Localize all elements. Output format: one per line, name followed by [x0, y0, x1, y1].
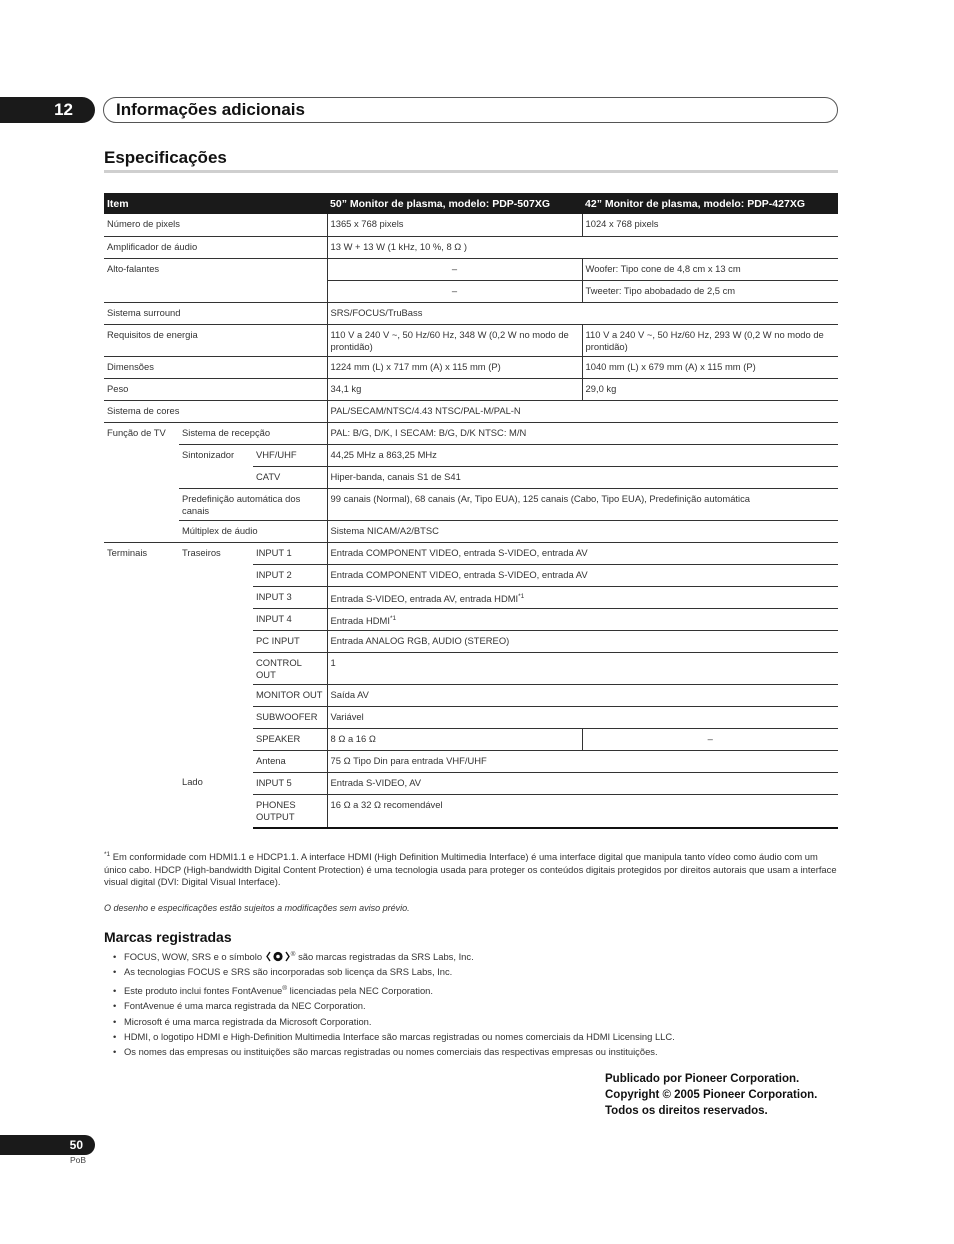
bullet: • — [113, 1000, 117, 1012]
table-row — [104, 422, 838, 444]
cell-value: SRS/FOCUS/TruBass — [327, 302, 838, 324]
list-item — [113, 1029, 833, 1044]
row-label: Terminais — [107, 546, 148, 558]
section-divider — [104, 170, 838, 173]
terminal-label: PHONES OUTPUT — [253, 794, 327, 828]
bullet: • — [113, 1030, 117, 1042]
footnote-ref: *1 — [518, 592, 525, 600]
list-item-text: Este produto inclui fontes FontAvenue — [124, 984, 283, 996]
footnote — [104, 851, 838, 889]
cell-value: 16 Ω a 32 Ω recomendável — [327, 794, 838, 828]
row-sublabel: Sintonizador — [179, 444, 253, 488]
header-item: Item — [104, 193, 327, 214]
bullet: • — [113, 1046, 117, 1058]
row-sublabel: CATV — [253, 466, 327, 488]
cell-value: 99 canais (Normal), 68 canais (Ar, Tipo EUA), 125 canais (Cabo, Tipo EUA), Predefinição automática — [327, 488, 838, 520]
cell-value: Hiper-banda, canais S1 de S41 — [327, 466, 838, 488]
registered-mark: ® — [282, 984, 288, 992]
cell-value: 1024 x 768 pixels — [582, 214, 838, 236]
trademarks-list — [113, 949, 833, 1060]
table-row — [104, 302, 838, 324]
terminal-label: INPUT 4 — [253, 608, 327, 630]
table-row — [104, 378, 838, 400]
publisher-line: Publicado por Pioneer Corporation. — [605, 1073, 800, 1085]
list-item-text: As tecnologias FOCUS e SRS são incorporadas sob licença da SRS Labs, Inc. — [124, 966, 453, 978]
cell-value: 1224 mm (L) x 717 mm (A) x 115 mm (P) — [327, 356, 582, 378]
list-item — [113, 983, 833, 998]
row-sublabel: Traseiros — [182, 546, 221, 558]
cell-value — [327, 586, 838, 608]
cell-value: 44,25 MHz a 863,25 MHz — [327, 444, 838, 466]
table-row — [104, 258, 838, 280]
row-label: Sistema surround — [104, 302, 327, 324]
table-row — [104, 488, 838, 520]
bullet: • — [113, 966, 117, 978]
cell-value: – — [327, 258, 582, 280]
terminal-label: PC INPUT — [253, 630, 327, 652]
cell-value: PAL/SECAM/NTSC/4.43 NTSC/PAL-M/PAL-N — [327, 400, 838, 422]
row-label: Peso — [104, 378, 327, 400]
terminal-label: INPUT 3 — [253, 586, 327, 608]
row-label: Requisitos de energia — [104, 324, 327, 356]
terminal-label: Antena — [253, 750, 327, 772]
terminal-label: SUBWOOFER — [253, 706, 327, 728]
disclaimer: O desenho e especificações estão sujeitos a modificações sem aviso prévio. — [104, 903, 410, 913]
list-item-text: Os nomes das empresas ou instituições são marcas registradas ou nomes comerciais das respectivas empresas ou instituições. — [124, 1046, 658, 1058]
list-item — [113, 949, 833, 964]
cell-value: 8 Ω a 16 Ω — [327, 728, 582, 750]
cell-value: 29,0 kg — [582, 378, 838, 400]
footnote-ref: *1 — [389, 614, 397, 622]
row-sublabel: VHF/UHF — [253, 444, 327, 466]
cell-value: – — [327, 280, 582, 302]
language-code: PoB — [70, 1155, 87, 1165]
list-item — [113, 964, 833, 979]
row-sublabel: Predefinição automática dos canais — [179, 488, 327, 520]
publisher-info — [605, 1071, 817, 1119]
cell-value: 1040 mm (L) x 679 mm (A) x 115 mm (P) — [582, 356, 838, 378]
cell-value: Entrada ANALOG RGB, AUDIO (STEREO) — [327, 630, 838, 652]
srs-logo-icon — [266, 951, 290, 962]
table-row — [104, 520, 838, 542]
list-item — [113, 1044, 833, 1059]
footnote-mark: *1 — [104, 850, 111, 858]
row-sublabel: Múltiplex de áudio — [179, 520, 327, 542]
cell-value: Entrada COMPONENT VIDEO, entrada S-VIDEO, entrada AV — [327, 564, 838, 586]
table-header-row — [104, 193, 838, 214]
cell-value: PAL: B/G, D/K, I SECAM: B/G, D/K NTSC: M/N — [327, 422, 838, 444]
cell-text: Entrada S-VIDEO, entrada AV, entrada HDMI — [330, 592, 519, 604]
cell-value: Entrada COMPONENT VIDEO, entrada S-VIDEO, entrada AV — [327, 542, 838, 564]
list-item — [113, 998, 833, 1013]
rights-line: Todos os direitos reservados. — [605, 1105, 768, 1117]
cell-value: 34,1 kg — [327, 378, 582, 400]
page-number: 50 — [0, 1135, 95, 1155]
row-label: Número de pixels — [104, 214, 327, 236]
table-row — [104, 542, 838, 564]
specifications-table — [104, 193, 838, 829]
cell-value — [327, 608, 838, 630]
cell-value: 1365 x 768 pixels — [327, 214, 582, 236]
row-label: Dimensões — [104, 356, 327, 378]
terminal-label: INPUT 2 — [253, 564, 327, 586]
table-row — [104, 324, 838, 356]
list-item-text: HDMI, o logotipo HDMI e High-Definition Multimedia Interface são marcas registradas ou nomes comerciais da HDMI Licensing LLC. — [124, 1030, 675, 1042]
cell-value: Woofer: Tipo cone de 4,8 cm x 13 cm — [582, 258, 838, 280]
section-title: Especificações — [104, 148, 227, 167]
trademarks-title: Marcas registradas — [104, 929, 232, 945]
chapter-number: 12 — [0, 97, 95, 123]
terminal-label: SPEAKER — [253, 728, 327, 750]
copyright-line: Copyright © 2005 Pioneer Corporation. — [605, 1089, 818, 1101]
row-label: Amplificador de áudio — [104, 236, 327, 258]
table-row — [104, 444, 838, 466]
cell-value: Tweeter: Tipo abobadado de 2,5 cm — [582, 280, 838, 302]
cell-value: 110 V a 240 V ~, 50 Hz/60 Hz, 293 W (0,2 W no modo de prontidão) — [582, 324, 838, 356]
terminal-label: CONTROL OUT — [253, 652, 327, 684]
row-sublabel: Sistema de recepção — [179, 422, 327, 444]
cell-value: 75 Ω Tipo Din para entrada VHF/UHF — [327, 750, 838, 772]
header-pdp427xg: 42” Monitor de plasma, modelo: PDP-427XG — [582, 193, 838, 214]
bullet: • — [113, 1015, 117, 1027]
table-row — [104, 356, 838, 378]
table-row — [104, 214, 838, 236]
chapter-title: Informações adicionais — [103, 97, 838, 123]
bullet: • — [113, 951, 117, 962]
row-label: Função de TV — [104, 422, 179, 542]
table-row — [104, 236, 838, 258]
list-item-text: licenciadas pela NEC Corporation. — [287, 984, 433, 996]
cell-value: Entrada S-VIDEO, AV — [327, 772, 838, 794]
header-pdp507xg: 50” Monitor de plasma, modelo: PDP-507XG — [327, 193, 582, 214]
cell-value: 1 — [327, 652, 838, 684]
footnote-text: Em conformidade com HDMI1.1 e HDCP1.1. A interface HDMI (High Definition Multimedia Interface) é uma interface digital que manipula tanto vídeo como áudio com um único cabo. HDCP (High-bandwidth Digital Content Protection) é uma tecnologia usada para proteger os conteúdos digitais protegidos por direitos autorais que usam a interface visual digital (DVI: Digital Visual Interface). — [104, 851, 837, 887]
terminal-label: INPUT 5 — [253, 772, 327, 794]
row-label: Alto-falantes — [104, 258, 327, 302]
registered-mark: ® — [290, 950, 296, 958]
bullet: • — [113, 984, 117, 996]
list-item — [113, 1014, 833, 1029]
cell-value: 13 W + 13 W (1 kHz, 10 %, 8 Ω ) — [327, 236, 838, 258]
terminal-label: MONITOR OUT — [253, 684, 327, 706]
cell-value: Variável — [327, 706, 838, 728]
table-row — [104, 400, 838, 422]
list-item-text: Microsoft é uma marca registrada da Microsoft Corporation. — [124, 1015, 372, 1027]
cell-value: – — [582, 728, 838, 750]
cell-value: Saída AV — [327, 684, 838, 706]
cell-value: 110 V a 240 V ~, 50 Hz/60 Hz, 348 W (0,2 W no modo de prontidão) — [327, 324, 582, 356]
list-item-text: são marcas registradas da SRS Labs, Inc. — [295, 951, 474, 962]
row-label: Sistema de cores — [104, 400, 327, 422]
cell-text: Entrada HDMI — [330, 614, 390, 626]
cell-value: Sistema NICAM/A2/BTSC — [327, 520, 838, 542]
terminal-label: INPUT 1 — [253, 542, 327, 564]
table-row — [104, 772, 838, 794]
list-item-text: FOCUS, WOW, SRS e o símbolo — [124, 951, 263, 962]
row-sublabel: Lado — [182, 776, 203, 787]
list-item-text: FontAvenue é uma marca registrada da NEC Corporation. — [124, 1000, 366, 1012]
